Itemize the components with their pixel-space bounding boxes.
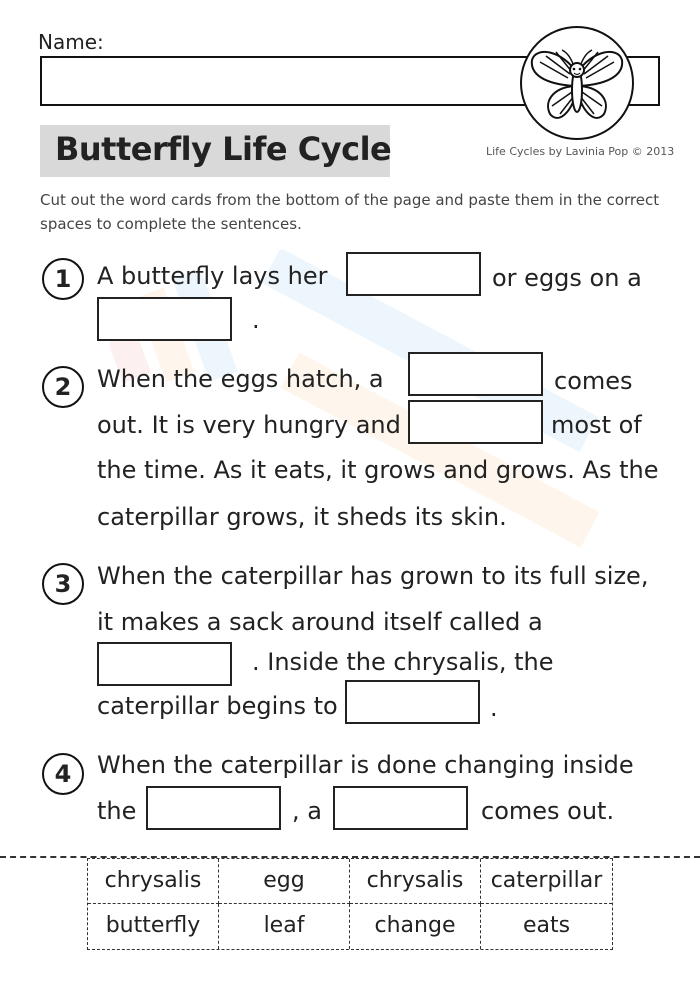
word-card[interactable]: egg: [219, 859, 350, 904]
question-1-text: or eggs on a: [492, 264, 642, 292]
word-card[interactable]: change: [350, 904, 481, 949]
question-number-4: 4: [42, 753, 84, 795]
answer-blank-2b[interactable]: [408, 400, 543, 444]
question-4-text: comes out.: [481, 797, 615, 825]
question-4-text: the: [97, 797, 137, 825]
answer-blank-1a[interactable]: [346, 252, 481, 296]
question-3-text: it makes a sack around itself called a: [97, 608, 543, 636]
question-3-text: When the caterpillar has grown to its full size,: [97, 562, 649, 590]
question-1-text: .: [252, 306, 260, 334]
question-2-text: most of: [551, 411, 642, 439]
question-number-1: 1: [42, 258, 84, 300]
instructions-text: Cut out the word cards from the bottom of the page and paste them in the correct spaces to complete the sentences.: [40, 191, 660, 233]
name-label: Name:: [38, 30, 104, 54]
word-card-grid: [87, 858, 613, 950]
word-card[interactable]: caterpillar: [481, 859, 612, 904]
question-1-text: A butterfly lays her: [97, 262, 328, 290]
question-2-text: caterpillar grows, it sheds its skin.: [97, 503, 507, 531]
credit-text: Life Cycles by Lavinia Pop © 2013: [486, 145, 675, 158]
word-card[interactable]: leaf: [219, 904, 350, 949]
answer-blank-2a[interactable]: [408, 352, 543, 396]
word-card[interactable]: chrysalis: [88, 859, 219, 904]
question-2-text: comes: [554, 367, 633, 395]
word-card[interactable]: eats: [522, 913, 571, 938]
page-title: Butterfly Life Cycle: [55, 130, 392, 168]
question-4-text: , a: [292, 797, 322, 825]
question-number-2: 2: [42, 366, 84, 408]
question-3-text: .: [490, 694, 498, 722]
butterfly-logo: [520, 26, 634, 140]
answer-blank-1b[interactable]: [97, 297, 232, 341]
answer-blank-4b[interactable]: [333, 786, 468, 830]
answer-blank-3b[interactable]: [345, 680, 480, 724]
question-2-text: out. It is very hungry and: [97, 411, 401, 439]
butterfly-icon: [522, 28, 632, 138]
answer-blank-4a[interactable]: [146, 786, 281, 830]
question-2-text: the time. As it eats, it grows and grows. As the: [97, 456, 659, 484]
question-3-text: caterpillar begins to: [97, 692, 338, 720]
word-card[interactable]: butterfly: [88, 904, 219, 949]
answer-blank-3a[interactable]: [97, 642, 232, 686]
word-card[interactable]: chrysalis: [350, 859, 481, 904]
question-3-text: . Inside the chrysalis, the: [252, 648, 554, 676]
question-4-text: When the caterpillar is done changing inside: [97, 751, 634, 779]
question-2-text: When the eggs hatch, a: [97, 365, 384, 393]
question-number-3: 3: [42, 563, 84, 605]
